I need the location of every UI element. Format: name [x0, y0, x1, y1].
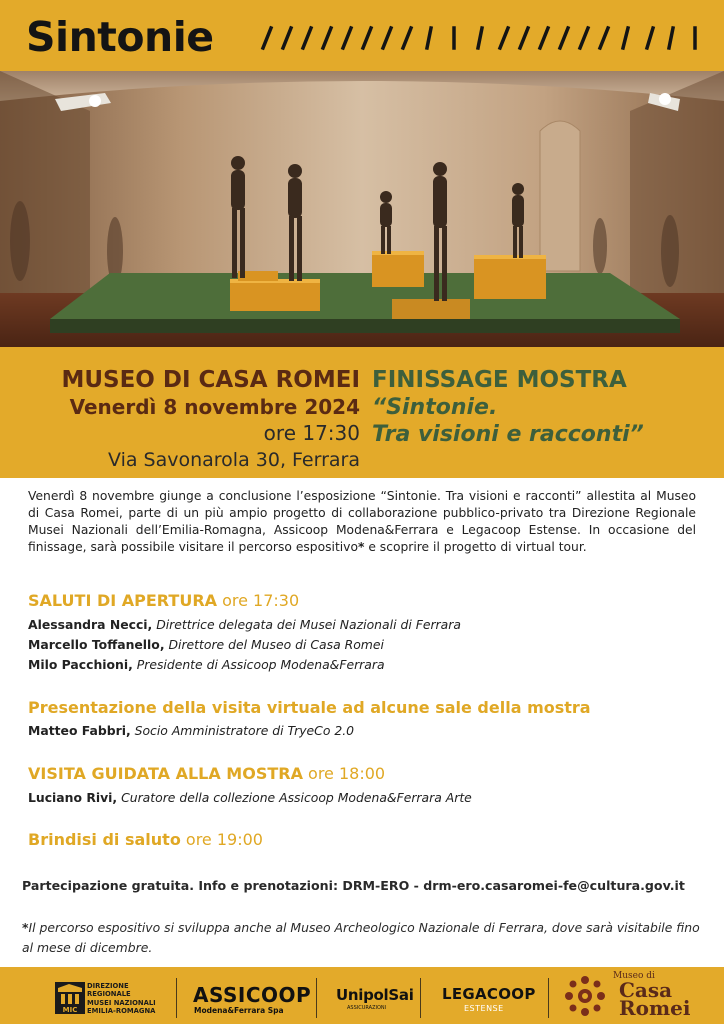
venue-name: MUSEO DI CASA ROMEI: [61, 367, 360, 393]
exhibit-title-line2: Tra visioni e racconti”: [372, 422, 644, 447]
speaker-row: [28, 657, 385, 672]
mic-mark: MIC: [62, 1006, 78, 1014]
section-time: ore 17:30: [217, 591, 300, 610]
speaker-row: [28, 790, 472, 805]
footer-divider: [548, 978, 549, 1018]
romei-casa-label: Casa: [619, 978, 673, 1002]
event-time: ore 17:30: [263, 421, 360, 445]
unipolsai-logo: UnipolSai: [336, 986, 414, 1004]
speaker-role: Curatore della collezione Assicoop Modena&Ferrara Arte: [117, 790, 472, 805]
legacoop-logo: LEGACOOP: [442, 985, 536, 1003]
section-time: ore 19:00: [180, 830, 263, 849]
footer-divider: [176, 978, 177, 1018]
speaker-name: Luciano Rivi,: [28, 790, 118, 805]
section-title: Presentazione della visita virtuale ad alcune sale della mostra: [28, 698, 591, 717]
romei-museo-label: Museo di: [613, 971, 655, 981]
mic-line: MUSEI NAZIONALI: [87, 998, 156, 1007]
event-title: FINISSAGE MOSTRA: [372, 367, 627, 393]
speaker-row: [28, 617, 461, 632]
casa-romei-emblem-icon: [560, 972, 610, 1020]
section-title: SALUTI DI APERTURA: [28, 591, 218, 610]
intro-star: *: [357, 540, 365, 554]
footer-divider: [316, 978, 317, 1018]
intro-text-end: e scoprire il progetto di virtual tour.: [364, 540, 587, 554]
brand-title: Sintonie: [26, 13, 214, 61]
intro-paragraph: [28, 488, 696, 556]
event-block: [372, 366, 644, 448]
section-title: VISITA GUIDATA ALLA MOSTRA: [28, 764, 303, 783]
slash-decoration: [257, 22, 707, 52]
speaker-name: Marcello Toffanello,: [28, 637, 165, 652]
section-brindisi: [28, 830, 263, 849]
section-title: Brindisi di saluto: [28, 830, 181, 849]
speaker-name: Alessandra Necci,: [28, 617, 153, 632]
mic-text: [87, 982, 156, 1015]
section-saluti: [28, 591, 299, 610]
event-date: Venerdì 8 novembre 2024: [69, 395, 360, 419]
speaker-row: [28, 637, 384, 652]
booking-info: Partecipazione gratuita. Info e prenotazioni: DRM-ERO - drm-ero.casaromei-fe@cultura.gov.it: [22, 878, 685, 893]
footer-divider: [420, 978, 421, 1018]
speaker-row: [28, 723, 354, 738]
speaker-role: Presidente di Assicoop Modena&Ferrara: [132, 657, 385, 672]
venue-block: [61, 366, 360, 474]
exhibit-title-line1: “Sintonie.: [372, 395, 498, 420]
mic-logo-icon: [55, 982, 85, 1014]
assicoop-sub: Modena&Ferrara Spa: [194, 1006, 284, 1015]
footnote: [22, 918, 702, 958]
section-visita-guidata: [28, 764, 385, 783]
exhibition-photo: [0, 71, 724, 347]
speaker-role: Direttore del Museo di Casa Romei: [164, 637, 384, 652]
unipolsai-sub: ASSICURAZIONI: [347, 1005, 387, 1011]
speaker-name: Matteo Fabbri,: [28, 723, 131, 738]
venue-address: Via Savonarola 30, Ferrara: [107, 449, 360, 471]
section-presentazione: [28, 698, 591, 717]
intro-text: Venerdì 8 novembre giunge a conclusione l’esposizione “Sintonie. Tra visioni e racconti” allestita al Museo di Casa Romei, parte di un più ampio progetto di collaborazione pubblico-privato tra Direzione Regionale Musei Nazionali dell’Emilia-Romagna, Assicoop Modena&Ferrara e Legacoop Estense. In occasione del finissage, sarà possibile visitare il percorso espositivo: [28, 489, 696, 554]
legacoop-sub: ESTENSE: [464, 1004, 504, 1013]
mic-line: EMILIA-ROMAGNA: [87, 1006, 156, 1015]
section-time: ore 18:00: [302, 764, 386, 783]
footnote-text: Il percorso espositivo si sviluppa anche al Museo Archeologico Nazionale di Ferrara, dove sarà visitabile fino al mese di dicembre.: [22, 920, 700, 955]
assicoop-logo: ASSICOOP: [193, 983, 312, 1007]
speaker-name: Milo Pacchioni,: [28, 657, 133, 672]
mic-line: REGIONALE: [87, 990, 131, 999]
mic-line: DIREZIONE: [87, 982, 129, 990]
romei-romei-label: Romei: [619, 996, 691, 1020]
speaker-role: Direttrice delegata dei Musei Nazionali di Ferrara: [152, 617, 461, 632]
speaker-role: Socio Amministratore di TryeCo 2.0: [130, 723, 355, 738]
footnote-star: *: [22, 920, 29, 935]
